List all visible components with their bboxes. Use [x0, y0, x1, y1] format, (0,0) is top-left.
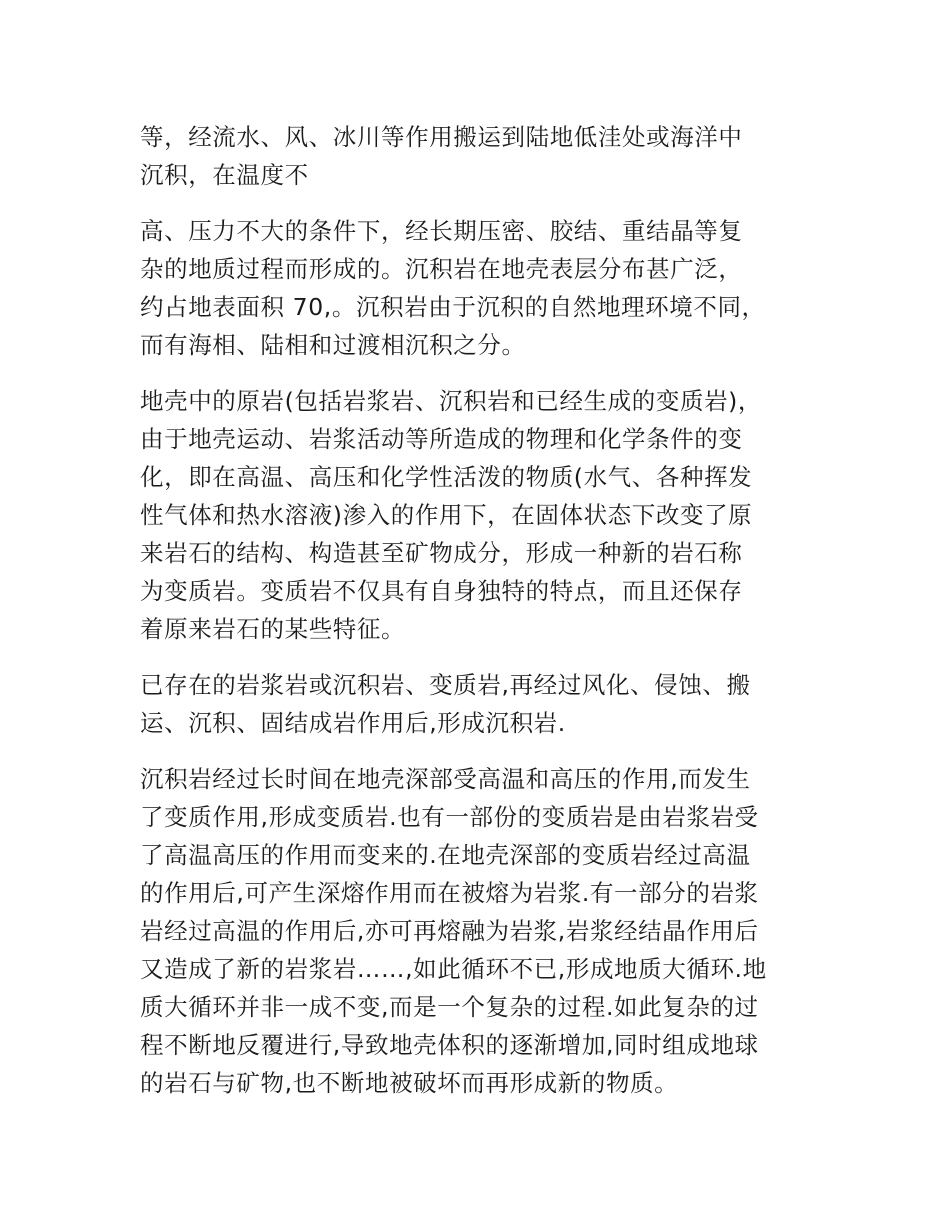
- text-line: 等，经流水、风、冰川等作用搬运到陆地低洼处或海洋中: [140, 123, 743, 151]
- text-line: 已存在的岩浆岩或沉积岩、变质岩,再经过风化、侵蚀、搬: [140, 671, 751, 699]
- text-line: 化，即在高温、高压和化学性活泼的物质(水气、各种挥发: [140, 463, 753, 491]
- text-line: 约占地表面积 70,。沉积岩由于沉积的自然地理环境不同，: [140, 293, 766, 321]
- text-line: 运、沉积、固结成岩作用后,形成沉积岩.: [140, 709, 566, 737]
- paragraph-2: [140, 212, 820, 364]
- paragraph-5: [140, 760, 820, 1102]
- text-line: 地壳中的原岩(包括岩浆岩、沉积岩和已经生成的变质岩)，: [140, 387, 763, 415]
- text-line: 的岩石与矿物,也不断地被破坏而再形成新的物质。: [140, 1069, 679, 1097]
- document-body: [140, 118, 820, 1120]
- paragraph-4: [140, 666, 820, 742]
- text-line: 来岩石的结构、构造甚至矿物成分，形成一种新的岩石称: [140, 539, 743, 567]
- text-line: 了变质作用,形成变质岩.也有一部份的变质岩是由岩浆岩受: [140, 803, 759, 831]
- text-line: 岩经过高温的作用后,亦可再熔融为岩浆,岩浆经结晶作用后: [140, 917, 759, 945]
- text-line: 沉积岩经过长时间在地壳深部受高温和高压的作用,而发生: [140, 765, 751, 793]
- text-line: 性气体和热水溶液)渗入的作用下，在固体状态下改变了原: [140, 501, 753, 529]
- text-line: 又造成了新的岩浆岩……,如此循环不已,形成地质大循环.地: [140, 955, 767, 983]
- text-line: 质大循环并非一成不变,而是一个复杂的过程.如此复杂的过: [140, 993, 759, 1021]
- text-line: 杂的地质过程而形成的。沉积岩在地壳表层分布甚广泛，: [140, 255, 743, 283]
- text-line: 高、压力不大的条件下，经长期压密、胶结、重结晶等复: [140, 217, 743, 245]
- text-line: 而有海相、陆相和过渡相沉积之分。: [140, 331, 526, 359]
- text-line: 沉积，在温度不: [140, 161, 309, 189]
- text-line: 的作用后,可产生深熔作用而在被熔为岩浆.有一部分的岩浆: [140, 879, 759, 907]
- text-line: 着原来岩石的某些特征。: [140, 615, 406, 643]
- text-line: 程不断地反覆进行,导致地壳体积的逐渐增加,同时组成地球: [140, 1031, 759, 1059]
- paragraph-3: [140, 382, 820, 648]
- text-line: 为变质岩。变质岩不仅具有自身独特的特点，而且还保存: [140, 577, 743, 605]
- text-line: 由于地壳运动、岩浆活动等所造成的物理和化学条件的变: [140, 425, 743, 453]
- text-line: 了高温高压的作用而变来的.在地壳深部的变质岩经过高温: [140, 841, 751, 869]
- paragraph-1: [140, 118, 820, 194]
